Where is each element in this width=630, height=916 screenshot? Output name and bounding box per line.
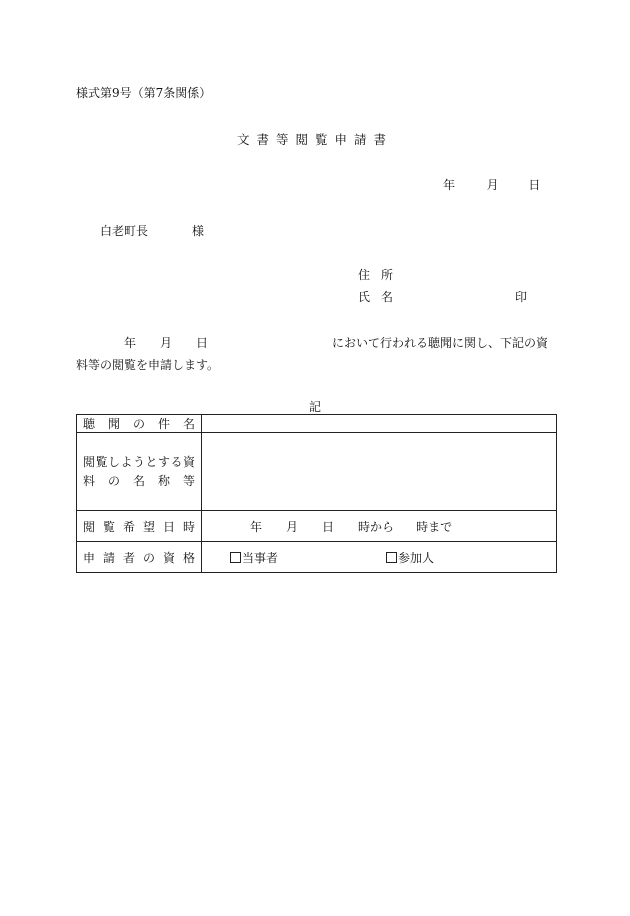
addressee	[100, 222, 204, 239]
party-option-label: 当事者	[242, 550, 279, 565]
materials-field[interactable]	[202, 433, 557, 511]
hearing-month: 月	[160, 336, 173, 350]
request-statement	[76, 332, 556, 376]
materials-label-line1: 閲覧しようとする資	[83, 454, 195, 469]
qualification-label: 申請者の資格	[77, 542, 202, 573]
viewing-datetime-label: 閲覧希望日時	[77, 511, 202, 542]
application-table	[76, 414, 557, 573]
form-number: 様式第9号（第7条関係）	[76, 86, 212, 100]
participant-option-label: 参加人	[398, 550, 435, 565]
table-row	[77, 542, 557, 573]
addressee-name: 白老町長	[100, 224, 149, 238]
party-checkbox[interactable]	[230, 552, 241, 563]
hearing-year: 年	[124, 336, 137, 350]
table-row	[77, 511, 557, 542]
page-title: 文書等閲覧申請書	[236, 132, 393, 147]
table-row	[77, 433, 557, 511]
hearing-subject-label: 聴聞の件名	[77, 415, 202, 433]
viewing-datetime-field[interactable]	[202, 511, 557, 542]
date-year: 年	[443, 178, 456, 192]
table-row	[77, 415, 557, 433]
date-month: 月	[486, 178, 499, 192]
name-label: 氏名	[358, 290, 405, 304]
address-label: 住所	[358, 268, 405, 282]
applicant-name-row	[358, 288, 404, 305]
materials-label	[77, 433, 202, 511]
viewing-day: 日	[322, 519, 335, 534]
seal-mark: 印	[515, 290, 528, 304]
qualification-field	[202, 542, 557, 573]
hearing-subject-field[interactable]	[202, 415, 557, 433]
statement-text: において行われる聴聞に関し、下記の資料等の閲覧を申請します。	[76, 336, 549, 372]
applicant-address-row	[358, 266, 404, 283]
date-day: 日	[528, 178, 541, 192]
addressee-honorific: 様	[192, 224, 205, 238]
participant-checkbox[interactable]	[386, 552, 397, 563]
viewing-month: 月	[286, 519, 299, 534]
ki-heading: 記	[308, 400, 321, 414]
viewing-year: 年	[250, 519, 263, 534]
viewing-time-to: 時まで	[416, 519, 453, 534]
submission-date	[443, 176, 540, 193]
hearing-day: 日	[196, 336, 209, 350]
materials-label-line2: 料の名称等	[83, 473, 195, 488]
viewing-time-from: 時から	[358, 519, 395, 534]
